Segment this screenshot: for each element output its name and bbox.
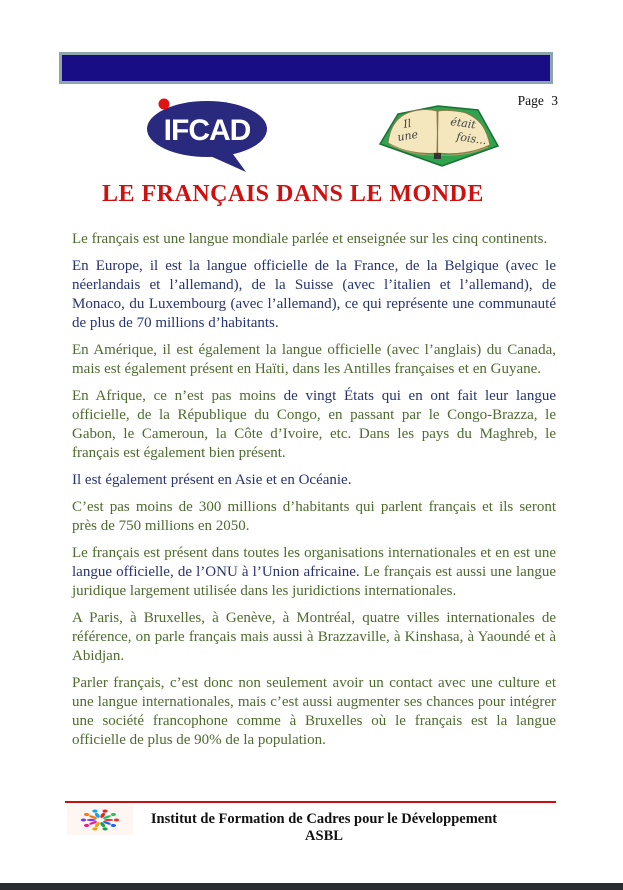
people-circle-logo [67, 805, 133, 835]
people-group [81, 809, 119, 831]
text-segment: Le français est présent dans toutes les organisations internationales et en est une [72, 545, 556, 561]
paragraph [72, 674, 556, 750]
text-segment: Il est également présent en Asie et en Océanie. [72, 472, 352, 488]
text-segment: En Europe, il est la langue officielle de la France, de la Belgique (avec le néerlandais et l’allemand), de la Suisse (avec l’italien et l’allemand), de Monaco, du Luxembourg (avec l’allemand), ce qui représente une communauté de plus de 70 millions d’habitants. [72, 258, 556, 331]
paragraph [72, 544, 556, 601]
book-text-fois: fois... [455, 130, 488, 148]
text-segment: Parler français, c’est donc non seulement avoir un contact avec une culture et une langue internationales, mais c’est aussi augmenter ses chances pour intégrer une société francophone comme à Bruxelles où le français est la langue officielle de plus de 90% de la population. [72, 675, 556, 748]
person-icon [81, 819, 96, 822]
book-text-il: Il [402, 116, 413, 131]
page-title: LE FRANÇAIS DANS LE MONDE [102, 181, 484, 207]
text-segment: langue officielle, de l’ONU à l’Union africaine. [72, 564, 360, 580]
paragraph [72, 471, 556, 490]
paragraph [72, 257, 556, 333]
text-segment: Le français est une langue mondiale parlée et enseignée sur les cinq continents. [72, 231, 548, 247]
paragraph [72, 609, 556, 666]
header-bar [59, 52, 553, 84]
article-body [72, 230, 556, 758]
bottom-bar [0, 883, 623, 890]
book-clasp [434, 153, 441, 159]
open-book-illustration [376, 98, 502, 172]
paragraph [72, 498, 556, 536]
text-segment: En Amérique, il est également la langue officielle (avec l’anglais) du Canada, mais est également présent en Haïti, dans les Antilles françaises et en Guyane. [72, 342, 556, 377]
ifcad-logo [140, 96, 275, 178]
text-segment: Le français est aussi une langue juridique largement utilisée dans les juridictions internationales. [72, 564, 556, 599]
text-segment: A Paris, à Bruxelles, à Genève, à Montréal, quatre villes internationales de référence, on parle français mais aussi à Brazzaville, à Kinshasa, à Yaoundé et à Abidjan. [72, 610, 556, 664]
paragraph [72, 341, 556, 379]
ifcad-logo-text: IFCAD [163, 114, 251, 147]
text-segment: de vingt États qui en ont fait leur langue [283, 388, 556, 404]
paragraph [72, 387, 556, 463]
red-dot-icon [159, 99, 170, 110]
text-segment: officielle, de la République du Congo, en passant par le Congo-Brazza, le Gabon, le Cameroun, la Côte d’Ivoire, etc. Dans les pays du Maghreb, le français est également bien présent. [72, 407, 556, 461]
person-icon [104, 819, 119, 822]
paragraph [72, 230, 556, 249]
text-segment: C’est pas moins de 300 millions d’habitants qui parlent français et ils seront près de 750 millions en 2050. [72, 499, 556, 534]
footer-text: Institut de Formation de Cadres pour le Développement ASBL [150, 811, 498, 844]
book-text-etait: était [449, 115, 477, 132]
footer-rule [65, 801, 556, 803]
text-segment: En Afrique, ce n’est pas moins [72, 388, 284, 404]
page-number: Page 3 [517, 93, 558, 108]
book-text-une: une [396, 127, 419, 144]
